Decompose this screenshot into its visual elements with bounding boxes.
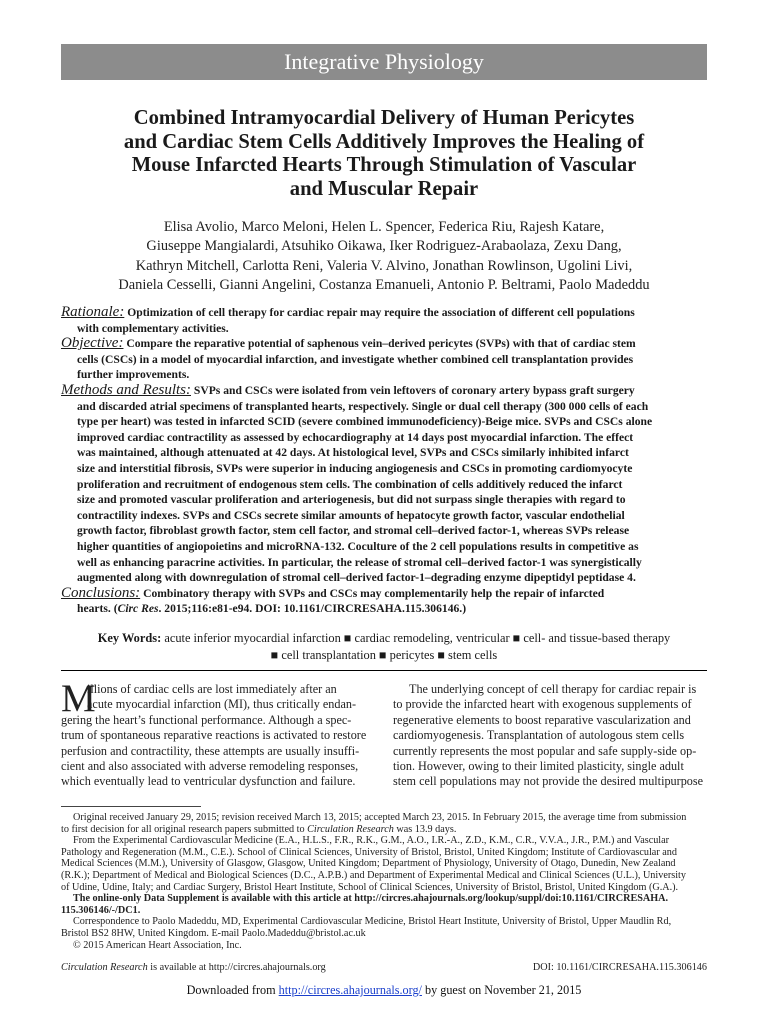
drop-cap: M xyxy=(61,677,96,720)
objective-heading: Objective: xyxy=(61,335,124,352)
title-line: Combined Intramyocardial Delivery of Human Pericytes xyxy=(133,107,635,129)
author-line: Daniela Cesselli, Gianni Angelini, Costanza Emanueli, Antonio P. Beltrami, Paolo Madeddu xyxy=(118,276,650,293)
author-line: Elisa Avolio, Marco Meloni, Helen L. Spencer, Federica Riu, Rajesh Katare, xyxy=(163,219,605,235)
author-list xyxy=(40,218,728,295)
supplement-note[interactable]: The online-only Data Supplement is available with this article at http://circres.ahajournals.org/lookup/suppl/doi:10.1161/CIRCRESAHA. xyxy=(73,893,669,905)
footnote-divider xyxy=(61,806,201,807)
methods-heading: Methods and Results: xyxy=(61,381,191,398)
key-words: Key Words: acute inferior myocardial infarction ■ cardiac remodeling, ventricular ■ cell- and tissue-based therapy ■ cell transplantation ■ pericytes ■ stem cells xyxy=(97,631,671,663)
title-line: Mouse Infarcted Hearts Through Stimulation of Vascular xyxy=(131,154,637,176)
key-words-label: Key Words: xyxy=(97,631,162,645)
rationale-heading: Rationale: xyxy=(61,304,125,320)
author-line: Giuseppe Mangialardi, Atsuhiko Oikawa, Iker Rodriguez-Arabaolaza, Zexu Dang, xyxy=(146,238,622,255)
title-line: and Cardiac Stem Cells Additively Improves the Healing of xyxy=(123,130,645,153)
conclusions-heading: Conclusions: xyxy=(61,584,141,601)
footer-journal: Circulation Research xyxy=(61,962,148,973)
body-column-right: The underlying concept of cell therapy for cardiac repair is to provide the infarcted heart with exogenous supplements of regenerative elements to boost reparative vascularization and cardiomyogenesis. Transplantation of autologous stem cells currently represents the most popular and safe supply-side op- tion. However, owing to their limited plasticity, single adult stem cell populations may not provide the desired multipurpose xyxy=(393,682,704,789)
footer-doi: DOI: 10.1161/CIRCRESAHA.115.306146 xyxy=(532,962,707,973)
download-notice: Downloaded from http://circres.ahajournals.org/ by guest on November 21, 2015 xyxy=(186,983,582,997)
body-column-left: illions of cardiac cells are lost immediately after an acute myocardial infarction (MI), thus critically endan- gering the heart’s functional performance. Although a spec- trum of spontaneous reparative reactions is activated to restore perfusion and contractility, these attempts are usually insuffi- cient and also associated with adverse remodeling responses, which eventually lead to ventricular dysfunction and failure. xyxy=(61,682,367,789)
download-link[interactable]: http://circres.ahajournals.org/ xyxy=(278,983,422,997)
footnotes: Original received January 29, 2015; revision received March 13, 2015; accepted March 23, 2015. In February 2015, the average time from submission to first decision for all original research papers submitted to Circulation Research was 13.9 days. From the Experimental Cardiovascular Medicine (E.A., H.L.S., F.R., R.K., G.M., A.O., I.R.-A., Z.D., K.M., C.R., V.V.A., J.R., P.M.) and Vascular Pathology and Regeneration (M.M., C.E.). School of Clinical Sciences, University of Bristol, Bristol, United Kingdom; Institute of Cardiovascular and Medical Sciences (M.M.), University of Glasgow, Glasgow, United Kingdom; Department of Physiology, University of Otago, Dunedin, New Zealand (R.K.); Department of Medical and Biological Sciences (D.C., A.P.B.) and Department of Experimental Medical and Clinical Sciences (U.L.), University of Udine, Udine, Italy; and Cardiac Surgery, Bristol Heart Institute, School of Clinical Sciences, University of Bristol, Bristol, United Kingdom (G.A.). The online-only Data Supplement is available with this article at http://circres.ahajournals.org/lookup/suppl/doi:10.1161/CIRCRESAHA. 115.306146/-/DC1. Correspondence to Paolo Madeddu, MD, Experimental Cardiovascular Medicine, Bristol Heart Institute, University of Bristol, Upper Maudlin Rd, Bristol BS2 8HW, United Kingdom. E-mail Paolo.Madeddu@bristol.ac.uk © 2015 American Heart Association, Inc. xyxy=(61,812,707,951)
section-banner: Integrative Physiology xyxy=(61,44,707,80)
article-title xyxy=(40,107,728,201)
abstract xyxy=(61,305,707,617)
abstract-objective: Objective: Compare the reparative potential of saphenous vein–derived pericytes (SVPs) with that of cardiac stem cells (CSCs) in a model of myocardial infarction, and investigate whether combined cell transplantation provides further improvements. xyxy=(61,335,636,382)
title-line: and Muscular Repair xyxy=(289,177,479,200)
citation: (Circ Res. 2015;116:e81-e94. DOI: 10.1161/CIRCRESAHA.115.306146.) xyxy=(113,602,467,616)
abstract-rationale: Rationale: Optimization of cell therapy for cardiac repair may require the association of different cell populations with complementary activities. xyxy=(61,304,635,335)
divider xyxy=(61,670,707,671)
abstract-conclusions: Conclusions: Combinatory therapy with SVPs and CSCs may complementarily help the repair of infarcted hearts. (Circ Res. 2015;116:e81-e94. DOI: 10.1161/CIRCRESAHA.115.306146.) xyxy=(61,584,605,616)
abstract-methods: Methods and Results: SVPs and CSCs were isolated from vein leftovers of coronary artery bypass graft surgery and discarded atrial specimens of transplanted hearts, respectively. Single or dual cell therapy (300 000 cells of each type per heart) was tested in infarcted SCID (severe combined immunodeficiency)-Beige mice. SVPs and CSCs alone improved cardiac contractility as assessed by echocardiography at 14 days post myocardial infarction. The effect was maintained, although attenuated at 42 days. At histological level, SVPs and CSCs similarly inhibited infarct size and interstitial fibrosis, SVPs were superior in inducing angiogenesis and CSCs in promoting cardiomyocyte proliferation and recruitment of endogenous stem cells. The combination of cells additively reduced the infarct size and promoted vascular proliferation and arteriogenesis, but did not surpass single therapies with regard to contractility indexes. SVPs and CSCs secrete similar amounts of hepatocyte growth factor, vascular endothelial growth factor, fibroblast growth factor, stem cell factor, and stromal cell–derived factor-1, whereas SVPs release higher quantities of angiopoietins and microRNA-132. Coculture of the 2 cell populations results in competitive as well as enhancing paracrine activities. In particular, the release of stromal cell–derived factor-1 was synergistically augmented along with downregulation of stromal cell–derived factor-1–degrading enzyme dipeptidyl peptidase 4. xyxy=(61,381,653,585)
author-line: Kathryn Mitchell, Carlotta Reni, Valeria V. Alvino, Jonathan Rowlinson, Ugolini Livi, xyxy=(135,257,633,274)
